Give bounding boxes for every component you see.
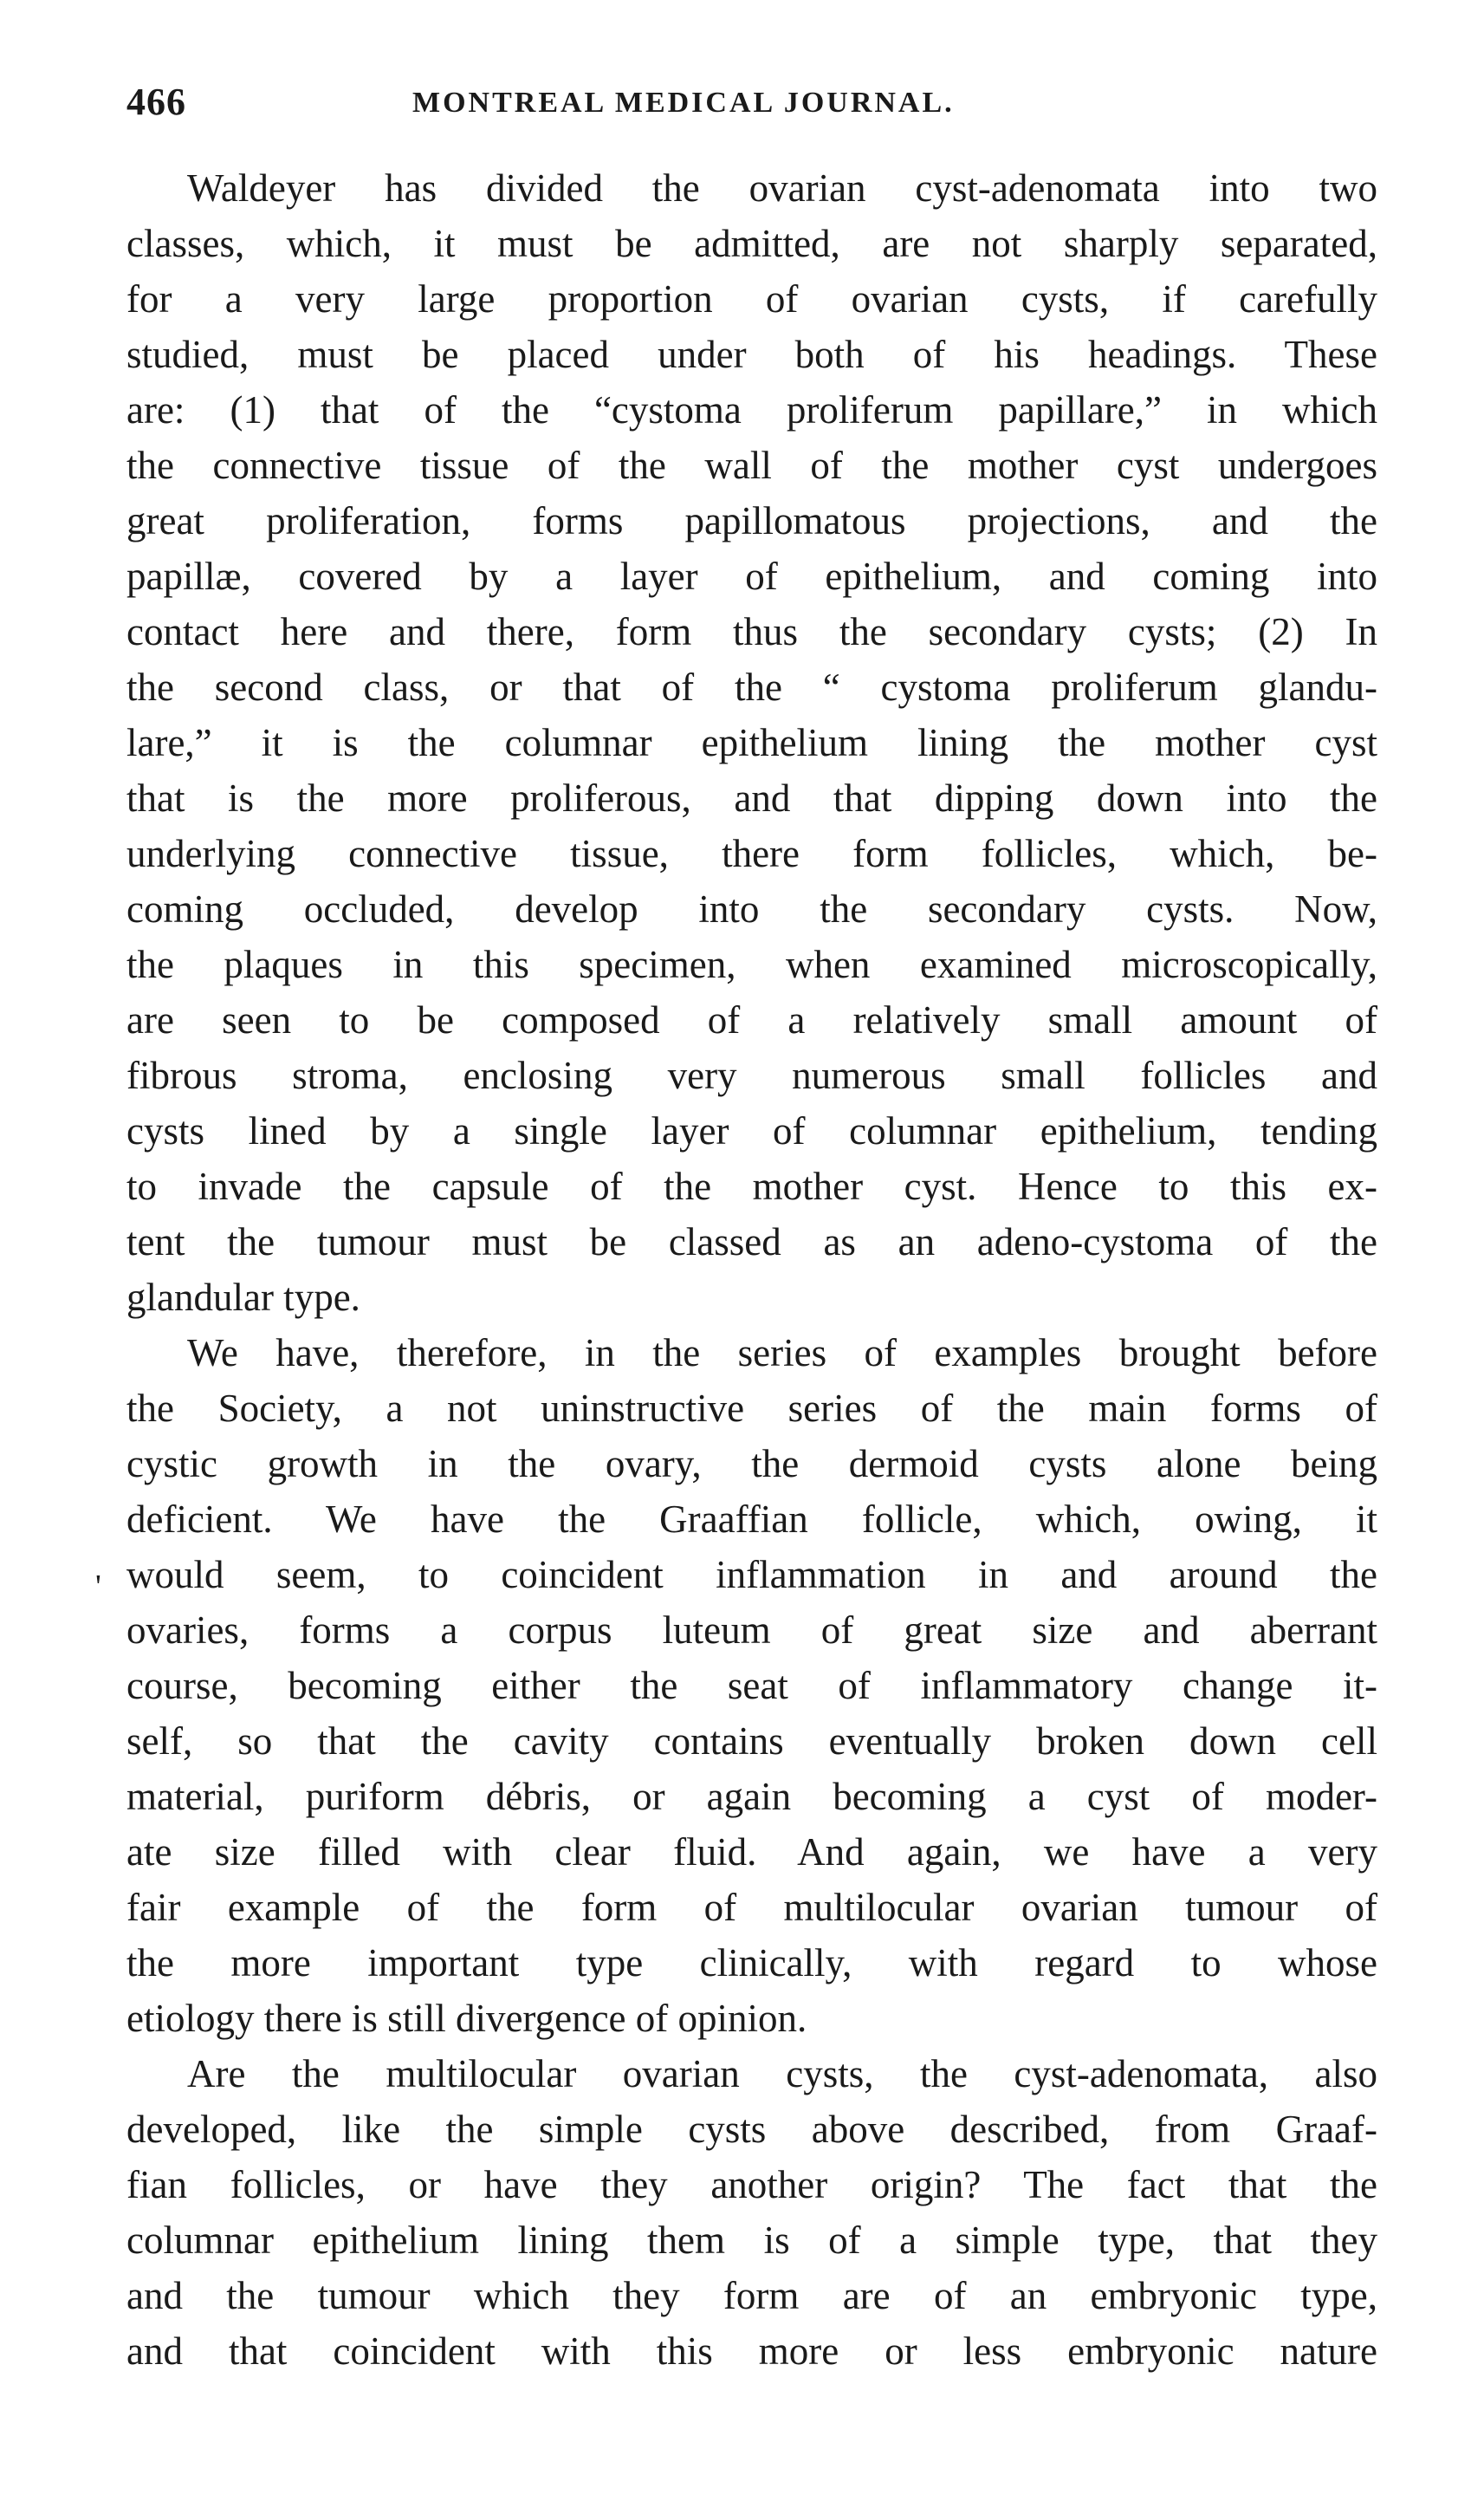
text-line: columnar epithelium lining them is of a simple type, that they	[126, 2218, 1377, 2262]
page-number: 466	[126, 81, 186, 123]
text-line: and that coincident with this more or less embryonic nature	[126, 2329, 1377, 2373]
text-line: ate size filled with clear fluid. And again, we have a very	[126, 1830, 1377, 1874]
text-line: course, becoming either the seat of inflammatory change it-	[126, 1664, 1377, 1707]
text-line: ovaries, forms a corpus luteum of great size and aberrant	[126, 1608, 1377, 1652]
page-header	[126, 80, 1365, 132]
text-line: Are the multilocular ovarian cysts, the cyst-adenomata, also	[187, 2052, 1377, 2095]
text-line: material, puriform débris, or again becoming a cyst of moder-	[126, 1775, 1377, 1818]
text-line: cysts lined by a single layer of columnar epithelium, tending	[126, 1109, 1377, 1153]
text-line: would seem, to coincident inflammation in and around the	[126, 1553, 1377, 1596]
text-line: tent the tumour must be classed as an adeno-cystoma of the	[126, 1220, 1377, 1263]
text-line: lare,” it is the columnar epithelium lining the mother cyst	[126, 721, 1377, 764]
text-line: the more important type clinically, with regard to whose	[126, 1941, 1377, 1985]
text-line: studied, must be placed under both of his headings. These	[126, 333, 1377, 376]
text-line: developed, like the simple cysts above described, from Graaf-	[126, 2108, 1377, 2151]
body-text	[126, 160, 1377, 2379]
text-line: are seen to be composed of a relatively small amount of	[126, 998, 1377, 1042]
text-line: to invade the capsule of the mother cyst. Hence to this ex-	[126, 1165, 1377, 1208]
paragraph	[126, 2046, 1377, 2379]
text-line: underlying connective tissue, there form follicles, which, be-	[126, 832, 1377, 875]
text-line: the plaques in this specimen, when examined microscopically,	[126, 943, 1377, 986]
paragraph	[126, 160, 1377, 1325]
text-line: Waldeyer has divided the ovarian cyst-adenomata into two	[187, 166, 1377, 210]
text-line: the connective tissue of the wall of the mother cyst undergoes	[126, 444, 1377, 487]
text-line: that is the more proliferous, and that dipping down into the	[126, 776, 1377, 820]
text-line: fibrous stroma, enclosing very numerous small follicles and	[126, 1054, 1377, 1097]
text-line: classes, which, it must be admitted, are not sharply separated,	[126, 222, 1377, 265]
text-line: fian follicles, or have they another origin? The fact that the	[126, 2163, 1377, 2206]
margin-mark: '	[95, 1569, 101, 1605]
paragraph	[126, 1325, 1377, 2046]
text-line: for a very large proportion of ovarian cysts, if carefully	[126, 277, 1377, 321]
text-line: the Society, a not uninstructive series of the main forms of	[126, 1387, 1377, 1430]
text-line: glandular type.	[126, 1276, 360, 1319]
text-line: fair example of the form of multilocular ovarian tumour of	[126, 1886, 1377, 1929]
text-line: self, so that the cavity contains eventually broken down cell	[126, 1719, 1377, 1763]
text-line: contact here and there, form thus the secondary cysts; (2) In	[126, 610, 1377, 653]
text-line: papillæ, covered by a layer of epithelium, and coming into	[126, 555, 1377, 598]
text-line: cystic growth in the ovary, the dermoid cysts alone being	[126, 1442, 1377, 1485]
text-line: and the tumour which they form are of an embryonic type,	[126, 2274, 1377, 2317]
text-line: are: (1) that of the “cystoma proliferum papillare,” in which	[126, 388, 1377, 432]
text-line: etiology there is still divergence of opinion.	[126, 1997, 807, 2040]
text-line: We have, therefore, in the series of examples brought before	[187, 1331, 1377, 1374]
running-head: MONTREAL MEDICAL JOURNAL.	[412, 87, 955, 119]
text-line: coming occluded, develop into the secondary cysts. Now,	[126, 887, 1377, 931]
text-line: the second class, or that of the “ cystoma proliferum glandu-	[126, 666, 1377, 709]
text-line: deficient. We have the Graaffian follicle, which, owing, it	[126, 1497, 1377, 1541]
text-line: great proliferation, forms papillomatous projections, and the	[126, 499, 1377, 542]
